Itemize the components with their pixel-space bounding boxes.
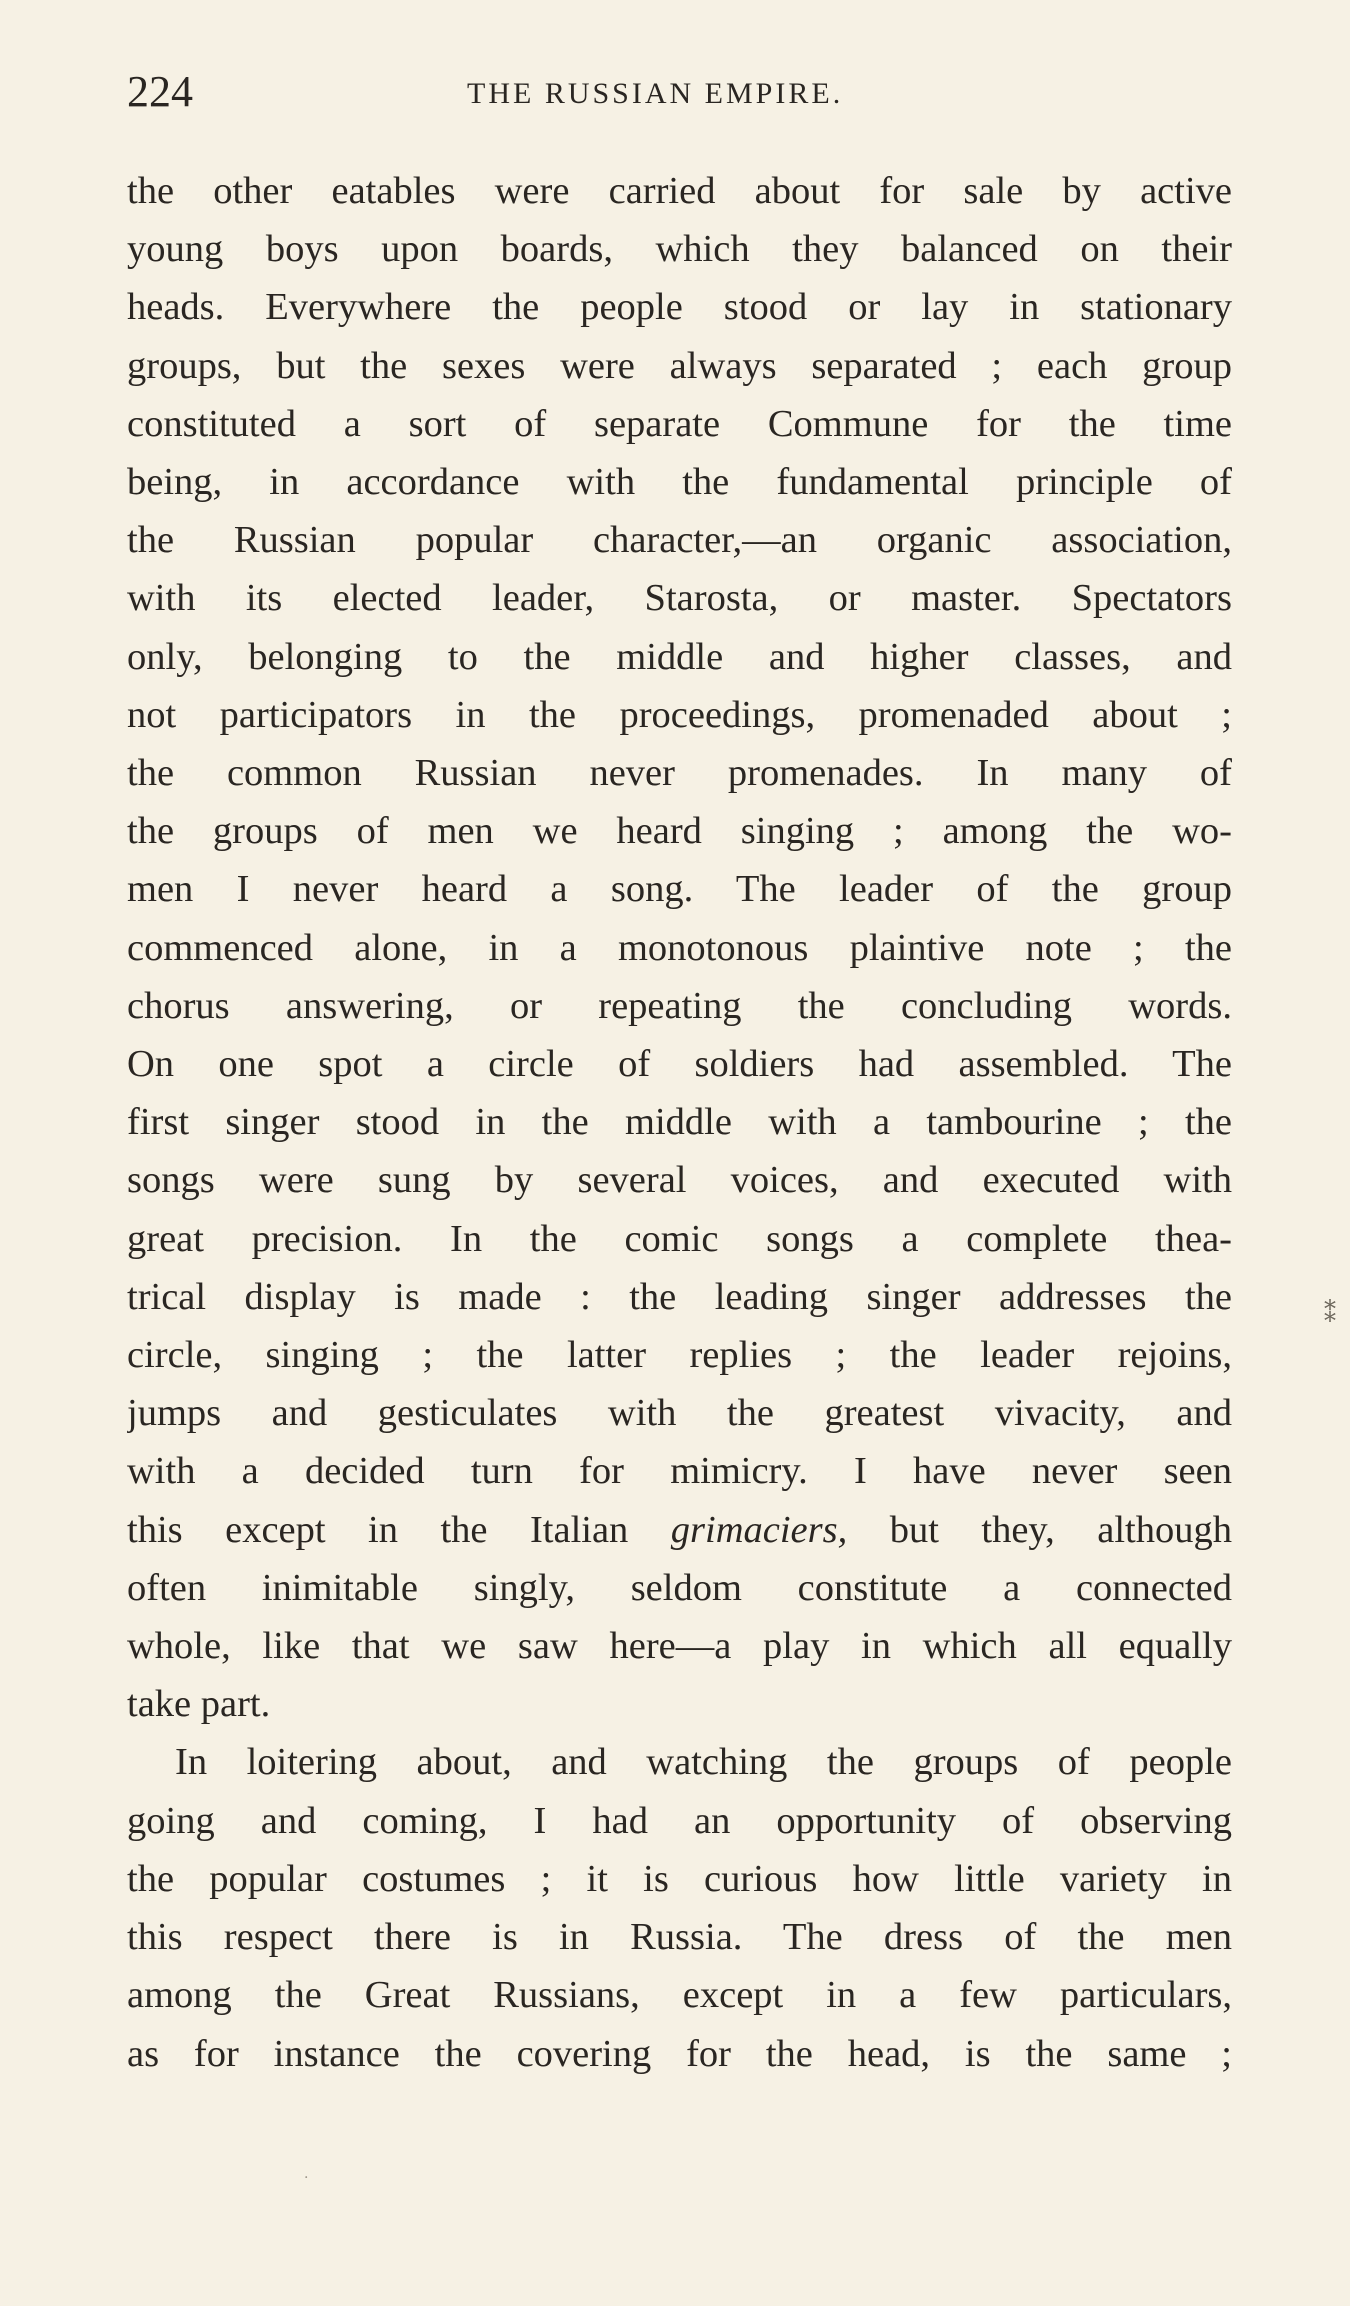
text-line: the groups of men we heard singing ; among the wo- bbox=[127, 810, 1232, 853]
text-line: first singer stood in the middle with a tambourine ; the bbox=[127, 1101, 1232, 1144]
paragraph-2 bbox=[127, 1733, 1232, 2082]
text-line: great precision. In the comic songs a complete thea- bbox=[127, 1217, 1232, 1260]
text-line: trical display is made : the leading singer addresses the bbox=[127, 1275, 1232, 1318]
body-text bbox=[127, 162, 1232, 2083]
text-line: being, in accordance with the fundamental principle of bbox=[127, 461, 1232, 504]
text-line: with a decided turn for mimicry. I have never seen bbox=[127, 1450, 1232, 1493]
text-line: In loitering about, and watching the groups of people bbox=[175, 1741, 1232, 1784]
text-line: On one spot a circle of soldiers had assembled. The bbox=[127, 1043, 1232, 1086]
text-line: often inimitable singly, seldom constitute a connected bbox=[127, 1566, 1232, 1609]
paper-speck: · bbox=[304, 2170, 309, 2186]
running-head: THE RUSSIAN EMPIRE. bbox=[467, 77, 844, 110]
text-line: among the Great Russians, except in a few particulars, bbox=[127, 1974, 1232, 2017]
text-line: circle, singing ; the latter replies ; the leader rejoins, bbox=[127, 1334, 1232, 1377]
text-line: groups, but the sexes were always separated ; each group bbox=[127, 344, 1232, 387]
text-line: commenced alone, in a monotonous plaintive note ; the bbox=[127, 926, 1232, 969]
page-header bbox=[127, 62, 1232, 122]
text-line: constituted a sort of separate Commune for the time bbox=[127, 402, 1232, 445]
text-line-with-italic bbox=[127, 1501, 1232, 1559]
margin-smudge: ⁑ bbox=[1324, 1300, 1336, 1328]
text-line: only, belonging to the middle and higher classes, and bbox=[127, 635, 1232, 678]
text-line: as for instance the covering for the head, is the same ; bbox=[127, 2032, 1232, 2075]
text-line: young boys upon boards, which they balanced on their bbox=[127, 228, 1232, 271]
paragraph-1 bbox=[127, 162, 1232, 1733]
text-line: songs were sung by several voices, and executed with bbox=[127, 1159, 1232, 1202]
text-line: the Russian popular character,—an organic association, bbox=[127, 519, 1232, 562]
text-line: heads. Everywhere the people stood or lay in stationary bbox=[127, 286, 1232, 329]
text-segment: but they, although bbox=[847, 1508, 1232, 1551]
text-line: men I never heard a song. The leader of the group bbox=[127, 868, 1232, 911]
text-line: with its elected leader, Starosta, or master. Spectators bbox=[127, 577, 1232, 620]
text-line: the common Russian never promenades. In many of bbox=[127, 752, 1232, 795]
text-line: the popular costumes ; it is curious how little variety in bbox=[127, 1857, 1232, 1900]
text-line: this respect there is in Russia. The dress of the men bbox=[127, 1916, 1232, 1959]
text-line: the other eatables were carried about for sale by active bbox=[127, 170, 1232, 212]
text-line: chorus answering, or repeating the concluding words. bbox=[127, 984, 1232, 1027]
text-line: jumps and gesticulates with the greatest vivacity, and bbox=[127, 1392, 1232, 1435]
page-number: 224 bbox=[127, 67, 193, 116]
text-line: going and coming, I had an opportunity of observing bbox=[127, 1799, 1232, 1842]
text-line: not participators in the proceedings, promenaded about ; bbox=[127, 693, 1232, 736]
text-segment: this except in the Italian bbox=[127, 1508, 671, 1551]
text-line: whole, like that we saw here—a play in which all equally bbox=[127, 1625, 1232, 1668]
italic-term: grimaciers, bbox=[670, 1508, 848, 1551]
text-line: take part. bbox=[127, 1683, 271, 1726]
